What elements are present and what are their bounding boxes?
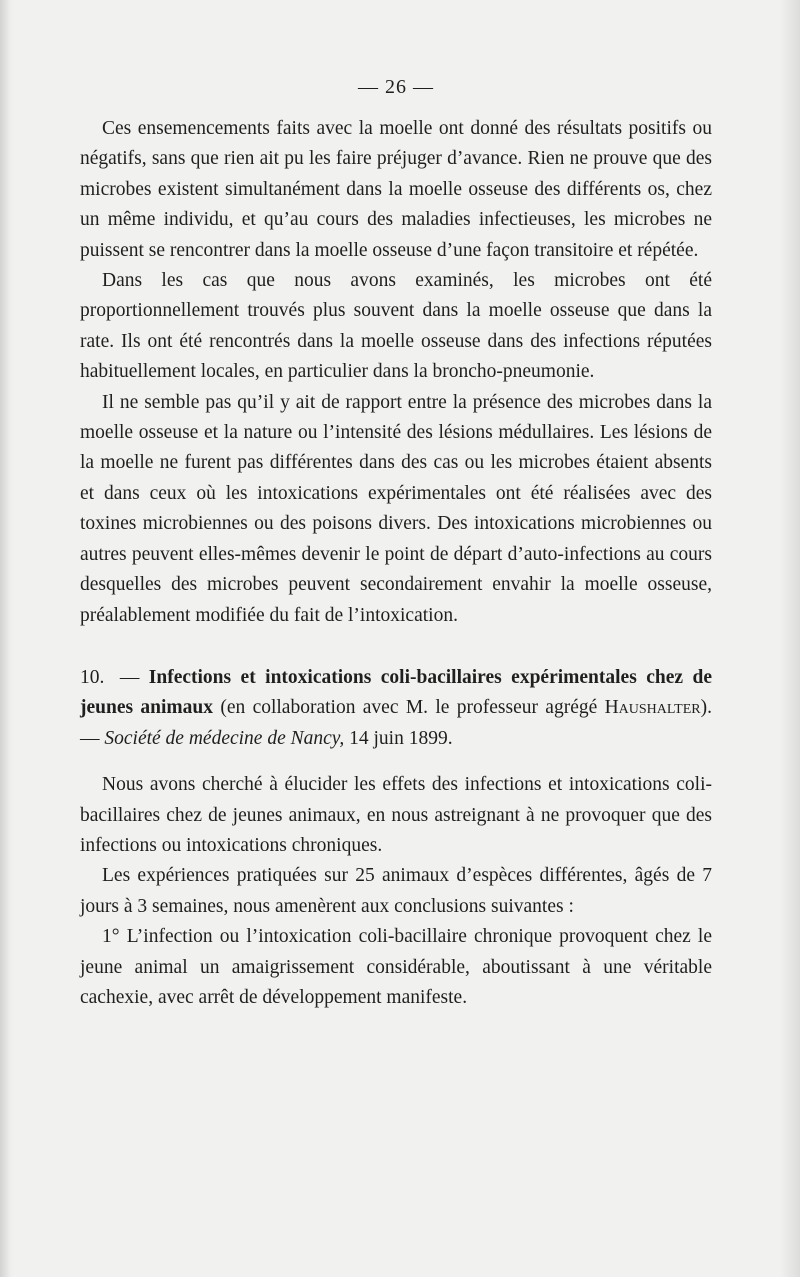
article-dash-2: — [80,727,100,749]
paragraph-6: 1° L’infection ou l’intoxication coli-bacillaire chronique provoquent chez le jeune animal un amaigrissement considérable, aboutissant à une véritable cachexie, avec arrêt de développement manifeste. [80,926,712,1008]
article-collab-suffix: ). [700,697,712,719]
section-gap [80,754,712,770]
article-number: 10. [80,666,105,688]
paragraph-2: Dans les cas que nous avons examinés, les microbes ont été proportionnellement trouvés plus souvent dans la moelle osseuse que dans la rate. Ils ont été rencontrés dans la moelle osseuse dans des infections réputées habituellement locales, en particulier dans la broncho-pneumonie. [80,270,712,383]
article-dash: — [119,666,140,688]
article-heading [80,663,712,754]
paragraph-4: Nous avons cherché à élucider les effets des infections et intoxications coli-bacillaires chez de jeunes animaux, en nous astreignant à ne provoquer que des infections ou intoxications chroniques. [80,774,712,856]
article-title: Infections et intoxications coli-bacillaires expérimentales chez de jeunes animaux [80,666,713,719]
article-author: Haushalter [604,697,701,719]
paragraph-5: Les expériences pratiquées sur 25 animaux d’espèces différentes, âgés de 7 jours à 3 semaines, nous amenèrent aux conclusions suivantes : [80,865,712,917]
article-collab-prefix: (en collaboration avec M. le professeur agrégé [220,697,598,719]
paragraph-3: Il ne semble pas qu’il y ait de rapport entre la présence des microbes dans la moelle osseuse et la nature ou l’intensité des lésions médullaires. Les lésions de la moelle ne furent pas différentes dans des cas ou les microbes étaient absents et dans ceux où les intoxications expérimentales ont été réalisées avec des toxines microbiennes ou des poisons divers. Des intoxications microbiennes ou autres peuvent elles-mêmes devenir le point de départ d’auto-infections au cours desquelles des microbes peuvent secondairement envahir la moelle osseuse, préalablement modifiée du fait de l’intoxication. [80,391,712,626]
page-number: — 26 — [358,76,434,98]
article-date: 14 juin 1899. [349,727,453,749]
spine-shadow [0,0,10,1277]
article-journal: Société de médecine de Nancy, [104,727,345,749]
paragraph-1: Ces ensemencements faits avec la moelle ont donné des résultats positifs ou négatifs, sans que rien ait pu les faire préjuger d’avance. Rien ne prouve que des microbes existent simultanément dans la moelle osseuse des différents os, chez un même individu, et qu’au cours des maladies infectieuses, les microbes ne puissent se rencontrer dans la moelle osseuse d’une façon transitoire et répétée. [80,118,712,261]
page-content [80,72,712,1013]
